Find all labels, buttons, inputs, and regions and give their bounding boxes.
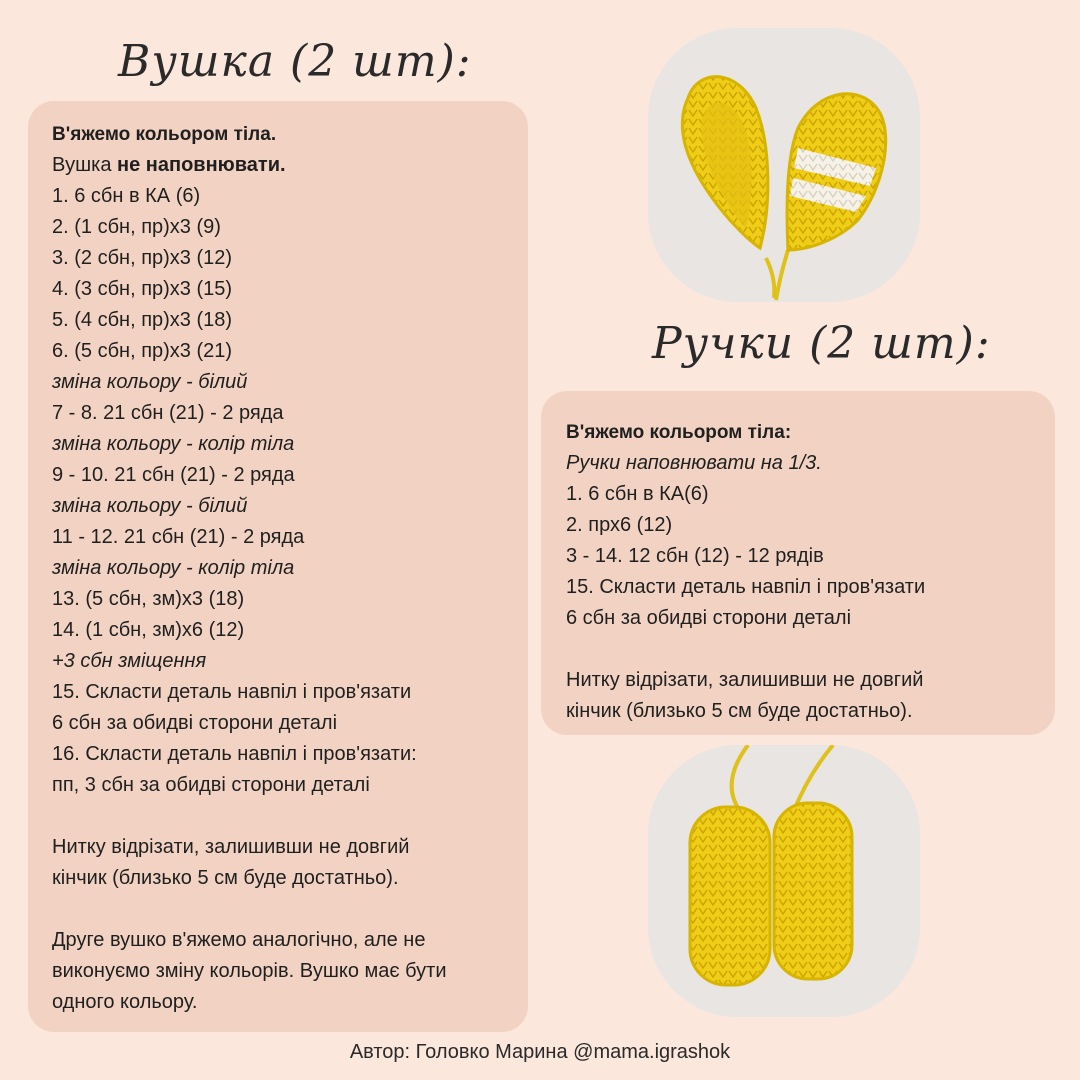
hands-instructions-list [566,417,1045,727]
ears-instruction-line: 7 - 8. 21 сбн (21) - 2 ряда [52,402,284,424]
ears-instruction-line: 11 - 12. 21 сбн (21) - 2 ряда [52,526,305,548]
hands-instruction-line: 1. 6 сбн в КА(6) [566,483,709,505]
ears-instruction-line: 6 сбн за обидві сторони деталі [52,712,338,734]
hands-instruction-line: Ручки наповнювати на 1/3. [566,452,822,474]
ears-instruction-line: виконуємо зміну кольорів. Вушко має бути [52,960,447,982]
author-credit: Автор: Головко Марина @mama.igrashok [349,1041,731,1063]
hands-instructions-card [541,391,1055,735]
ears-instruction-line: зміна кольору - колір тіла [52,433,295,455]
ears-instruction-line: пп, 3 сбн за обидві сторони деталі [52,774,370,796]
ears-instruction-fragment: не наповнювати. [117,154,286,176]
ears-instruction-line [52,894,518,925]
ears-instruction-line: одного кольору. [52,991,198,1013]
hands-instruction-line: 15. Скласти деталь навпіл і пров'язати [566,576,926,598]
ears-instructions-list [52,119,518,1018]
hands-instruction-line: 2. прх6 (12) [566,514,673,536]
ears-instruction-line: 9 - 10. 21 сбн (21) - 2 ряда [52,464,295,486]
ears-instruction-line: зміна кольору - білий [52,371,248,393]
hands-section-title: Ручки (2 шт): [652,318,991,369]
ears-instruction-line: зміна кольору - білий [52,495,248,517]
hands-photo [648,745,920,1017]
ears-instruction-line: 2. (1 сбн, пр)х3 (9) [52,216,221,238]
ears-instruction-line: 13. (5 сбн, зм)х3 (18) [52,588,245,610]
hands-instruction-line: 3 - 14. 12 сбн (12) - 12 рядів [566,545,824,567]
ears-instruction-line [52,801,518,832]
hands-instruction-line [566,634,1045,665]
ears-instruction-line: +3 сбн зміщення [52,650,207,672]
ears-instruction-line: 4. (3 сбн, пр)х3 (15) [52,278,233,300]
ears-instruction-line: кінчик (близько 5 см буде достатньо). [52,867,399,889]
ears-instruction-line: 3. (2 сбн, пр)х3 (12) [52,247,233,269]
hands-instruction-line: В'яжемо кольором тіла: [566,422,792,443]
hands-instruction-line: кінчик (близько 5 см буде достатньо). [566,700,913,722]
ears-photo [648,28,920,302]
ears-instruction-line: зміна кольору - колір тіла [52,557,295,579]
ears-instruction-line: 14. (1 сбн, зм)х6 (12) [52,619,245,641]
ears-instruction-line: В'яжемо кольором тіла. [52,124,277,145]
ears-instruction-line: 1. 6 сбн в КА (6) [52,185,201,207]
ears-instruction-line: 6. (5 сбн, пр)х3 (21) [52,340,233,362]
crochet-hands-image [648,745,920,1017]
ears-instruction-line: 5. (4 сбн, пр)х3 (18) [52,309,233,331]
ears-section-title: Вушка (2 шт): [118,36,472,87]
ears-instructions-card [28,101,528,1032]
ears-instruction-fragment: Вушка [52,154,118,176]
ears-instruction-line: 16. Скласти деталь навпіл і пров'язати: [52,743,417,765]
crochet-ears-image [648,28,920,302]
hands-instruction-line: 6 сбн за обидві сторони деталі [566,607,852,629]
ears-instruction-line: Друге вушко в'яжемо аналогічно, але не [52,929,426,951]
ears-instruction-line: 15. Скласти деталь навпіл і пров'язати [52,681,412,703]
ears-instruction-line [52,150,518,181]
hands-instruction-line: Нитку відрізати, залишивши не довгий [566,669,924,691]
ears-instruction-line: Нитку відрізати, залишивши не довгий [52,836,410,858]
